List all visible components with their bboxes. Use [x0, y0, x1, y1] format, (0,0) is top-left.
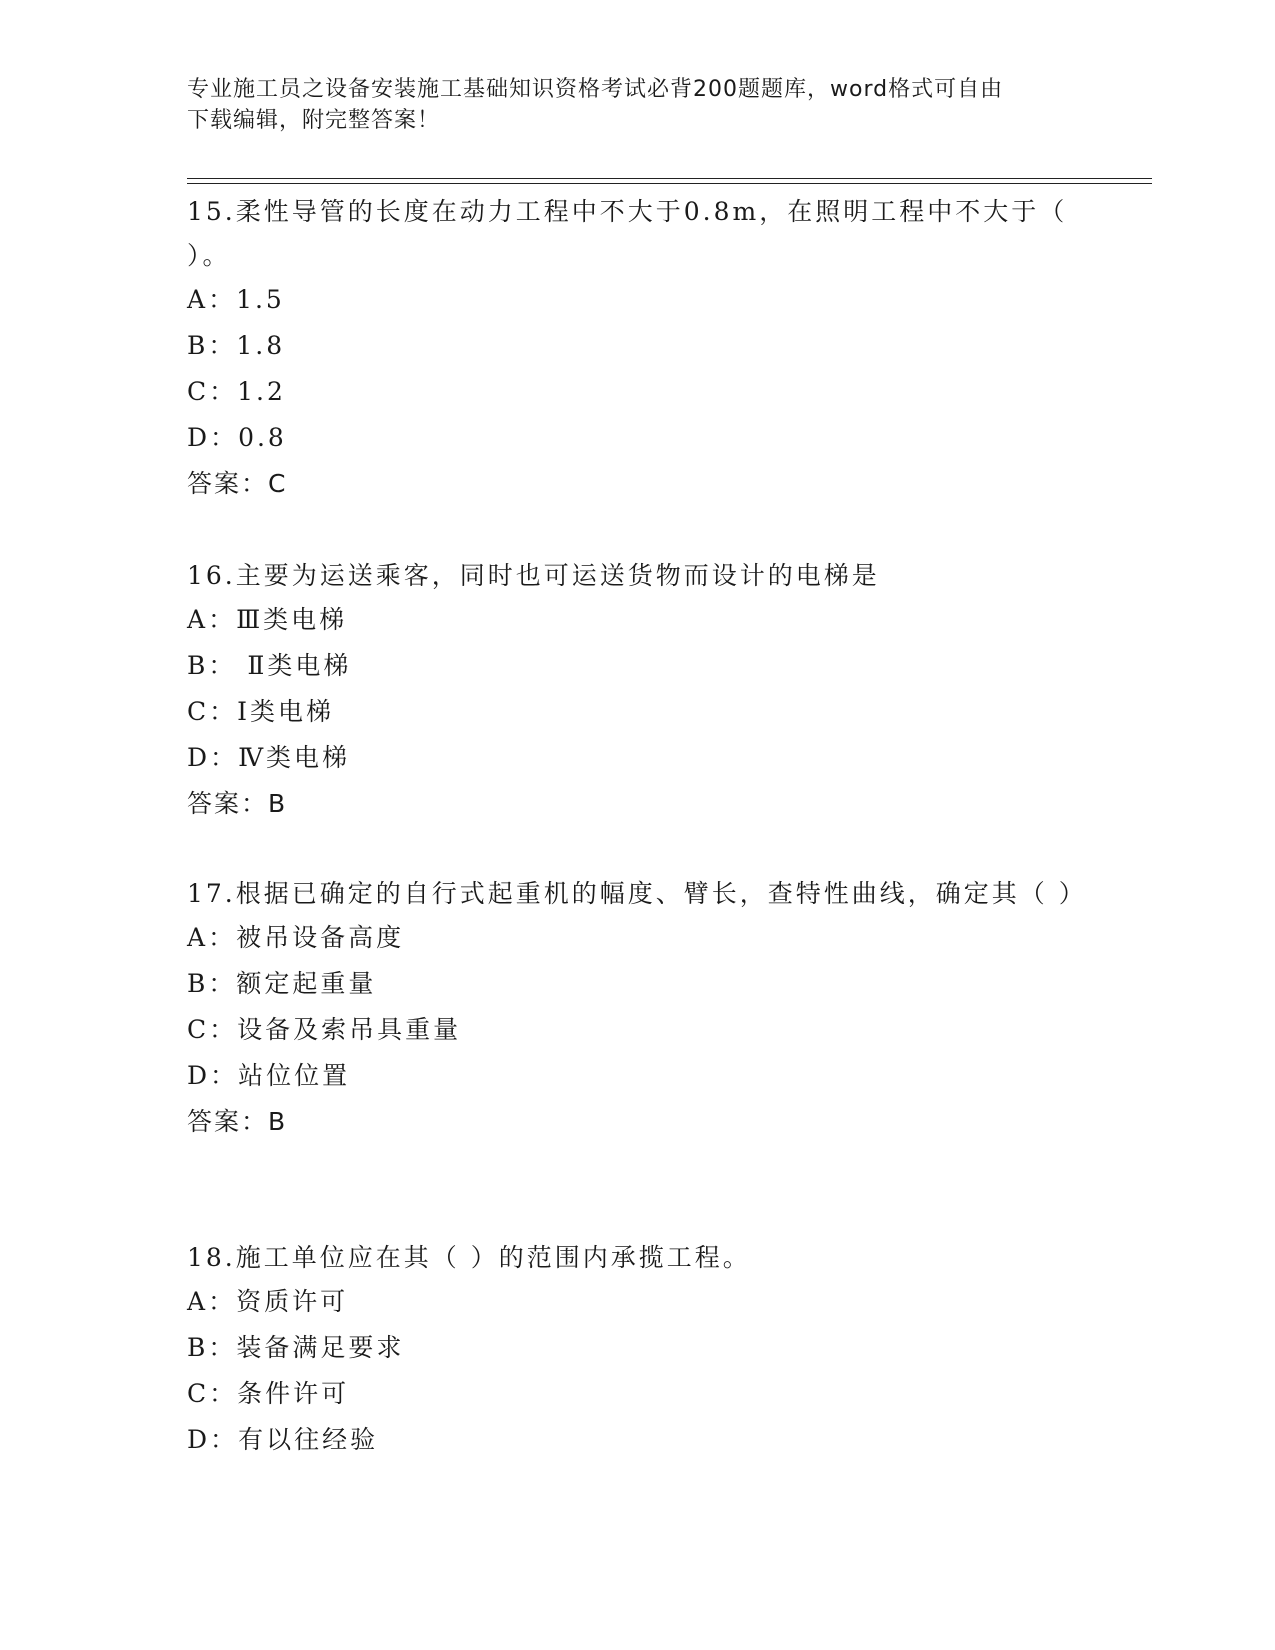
question-stem: 17.根据已确定的自行式起重机的幅度、臂长，查特性曲线，确定其（ ）: [187, 879, 1087, 908]
option-key: C: [187, 1015, 210, 1044]
option-separator: ：: [208, 605, 237, 634]
option-key: D: [187, 1061, 211, 1090]
question-16: [187, 554, 1087, 828]
option-separator: ：: [210, 423, 239, 452]
question-15: [187, 190, 1087, 508]
header-title-line-2: 下载编辑，附完整答案！: [187, 108, 441, 133]
option-text: 0.8: [238, 423, 287, 452]
question-stem: 15.柔性导管的长度在动力工程中不大于0.8m，在照明工程中不大于（ ）。: [187, 197, 1068, 270]
header-divider-top: [187, 178, 1152, 179]
question-stem: 16.主要为运送乘客，同时也可运送货物而设计的电梯是: [187, 561, 880, 590]
option-b: [187, 324, 1087, 370]
document-header: [187, 74, 1067, 136]
option-d: [187, 1418, 1087, 1464]
option-separator: ：: [209, 1379, 238, 1408]
option-c: [187, 690, 1087, 736]
option-separator: ：: [208, 331, 237, 360]
option-separator: ：: [210, 1425, 239, 1454]
option-text: 被吊设备高度: [236, 923, 405, 952]
option-key: B: [187, 1333, 209, 1362]
option-text: 设备及索吊具重量: [237, 1015, 462, 1044]
option-b: [187, 962, 1087, 1008]
header-title-line-1: 专业施工员之设备安装施工基础知识资格考试必背200题题库，word格式可自由: [187, 77, 1004, 102]
option-separator: ：: [208, 969, 237, 998]
option-separator: ：: [208, 923, 237, 952]
option-text: 有以往经验: [238, 1425, 379, 1454]
option-d: [187, 1054, 1087, 1100]
question-18: [187, 1236, 1087, 1464]
option-key: B: [187, 651, 209, 680]
option-separator: ：: [209, 377, 238, 406]
option-c: [187, 370, 1087, 416]
option-text: 1.5: [236, 285, 285, 314]
option-separator: ：: [210, 1061, 239, 1090]
option-b: [187, 644, 1087, 690]
option-key: A: [187, 605, 209, 634]
option-a: [187, 598, 1087, 644]
option-separator: ：: [208, 1333, 237, 1362]
option-key: A: [187, 1287, 209, 1316]
option-text: 1.8: [236, 331, 286, 360]
option-text: 1.2: [237, 377, 286, 406]
answer-line: 答案：C: [187, 469, 288, 498]
option-key: D: [187, 743, 211, 772]
option-separator: ：: [208, 285, 237, 314]
option-a: [187, 916, 1087, 962]
option-separator: ：: [210, 743, 239, 772]
option-text: 额定起重量: [236, 969, 377, 998]
option-text: Ⅳ类电梯: [238, 743, 351, 772]
option-separator: ：: [209, 697, 238, 726]
option-text: Ⅲ类电梯: [236, 605, 348, 634]
option-separator: ：: [208, 651, 237, 680]
answer-line: 答案：B: [187, 789, 288, 818]
answer-line: 答案：B: [187, 1107, 288, 1136]
option-key: A: [187, 285, 209, 314]
option-key: D: [187, 423, 211, 452]
option-key: C: [187, 1379, 210, 1408]
option-key: B: [187, 969, 209, 998]
option-key: C: [187, 697, 210, 726]
option-b: [187, 1326, 1087, 1372]
option-key: C: [187, 377, 210, 406]
option-text: 装备满足要求: [236, 1333, 405, 1362]
option-text: 站位位置: [238, 1061, 351, 1090]
question-17: [187, 872, 1087, 1146]
option-c: [187, 1372, 1087, 1418]
option-d: [187, 736, 1087, 782]
option-text: 条件许可: [237, 1379, 350, 1408]
header-divider-bottom: [187, 183, 1152, 184]
question-stem: 18.施工单位应在其（ ）的范围内承揽工程。: [187, 1243, 751, 1272]
option-a: [187, 278, 1087, 324]
option-a: [187, 1280, 1087, 1326]
option-key: A: [187, 923, 209, 952]
option-separator: ：: [209, 1015, 238, 1044]
option-separator: ：: [208, 1287, 237, 1316]
option-key: B: [187, 331, 209, 360]
option-text: 资质许可: [236, 1287, 349, 1316]
option-c: [187, 1008, 1087, 1054]
option-text: Ⅱ类电梯: [236, 651, 352, 680]
option-key: D: [187, 1425, 211, 1454]
option-text: Ⅰ类电梯: [237, 697, 335, 726]
option-d: [187, 416, 1087, 462]
